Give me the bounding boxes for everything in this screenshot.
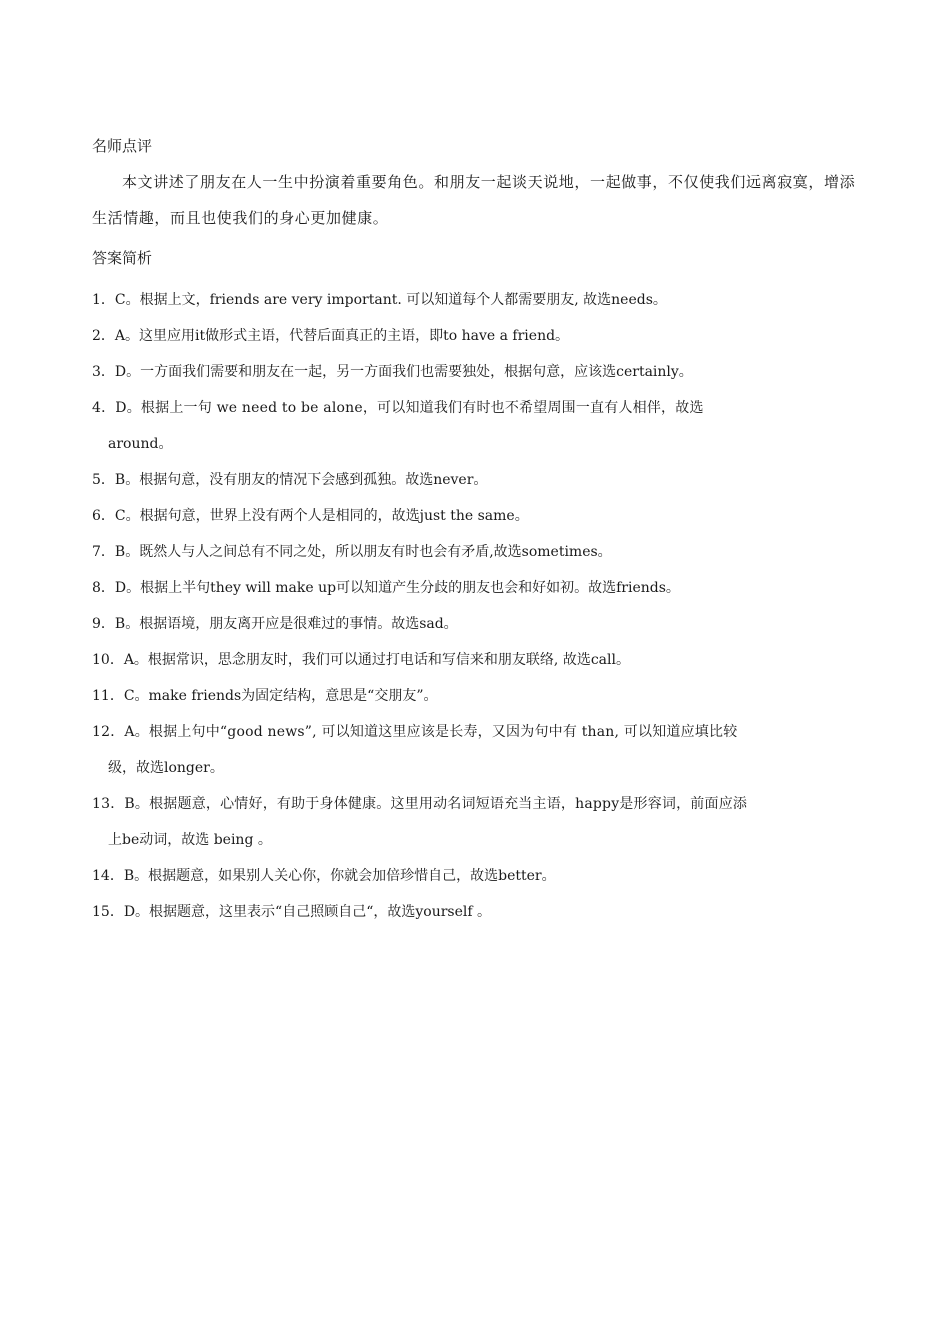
- answer-item-14: [92, 858, 864, 894]
- answer-text: 13．B。根据题意，心情好，有助于身体健康。这里用动名词短语充当主语，happy是形容词，前面应添: [92, 796, 748, 812]
- answer-item-9: [92, 606, 864, 642]
- answer-item-7: [92, 534, 864, 570]
- answer-item-3: [92, 354, 864, 390]
- answer-text: 6．C。根据句意，世界上没有两个人是相同的，故选just the same。: [92, 508, 529, 524]
- answer-item-8: [92, 570, 864, 606]
- answer-item-10: [92, 642, 864, 678]
- answer-text-continued: around。: [108, 436, 173, 452]
- answer-text-continued: 级，故选longer。: [108, 760, 224, 776]
- answer-text: 2．A。这里应用it做形式主语，代替后面真正的主语，即to have a friend。: [92, 328, 570, 344]
- answer-text: 12．A。根据上句中“good news”, 可以知道这里应该是长寿，又因为句中有 than, 可以知道应填比较: [92, 724, 738, 740]
- answer-text: 9．B。根据语境，朋友离开应是很难过的事情。故选sad。: [92, 616, 458, 632]
- answer-item-13: [92, 786, 864, 858]
- answer-text: 4．D。根据上一句 we need to be alone，可以知道我们有时也不希望周围一直有人相伴，故选: [92, 400, 704, 416]
- answer-text: 5．B。根据句意，没有朋友的情况下会感到孤独。故选never。: [92, 472, 488, 488]
- answer-text: 10．A。根据常识，思念朋友时，我们可以通过打电话和写信来和朋友联络, 故选call。: [92, 652, 630, 668]
- review-heading: 名师点评: [92, 137, 153, 155]
- review-paragraph: 本文讲述了朋友在人一生中扮演着重要角色。和朋友一起谈天说地，一起做事，不仅使我们远离寂寞，增添生活情趣，而且也使我们的身心更加健康。: [92, 173, 856, 227]
- answer-item-2: [92, 318, 864, 354]
- answer-list: [92, 282, 864, 930]
- answer-item-15: [92, 894, 864, 930]
- answers-heading: 答案简析: [92, 249, 153, 267]
- answer-text: 7．B。既然人与人之间总有不同之处，所以朋友有时也会有矛盾,故选sometimes。: [92, 544, 612, 560]
- answer-text: 8．D。根据上半句they will make up可以知道产生分歧的朋友也会和好如初。故选friends。: [92, 580, 680, 596]
- answer-item-11: [92, 678, 864, 714]
- answer-item-12: [92, 714, 864, 786]
- answer-item-4: [92, 390, 864, 462]
- answer-text: 1．C。根据上文，friends are very important. 可以知道每个人都需要朋友, 故选needs。: [92, 292, 667, 308]
- answer-text: 11．C。make friends为固定结构，意思是“交朋友”。: [92, 688, 438, 704]
- answer-item-1: [92, 282, 864, 318]
- answer-text: 15．D。根据题意，这里表示“自己照顾自己“，故选yourself 。: [92, 904, 491, 920]
- answer-item-6: [92, 498, 864, 534]
- answer-text-continued: 上be动词，故选 being 。: [108, 832, 272, 848]
- answer-item-5: [92, 462, 864, 498]
- answer-text: 14．B。根据题意，如果别人关心你，你就会加倍珍惜自己，故选better。: [92, 868, 556, 884]
- answer-text: 3．D。一方面我们需要和朋友在一起，另一方面我们也需要独处，根据句意，应该选certainly。: [92, 364, 693, 380]
